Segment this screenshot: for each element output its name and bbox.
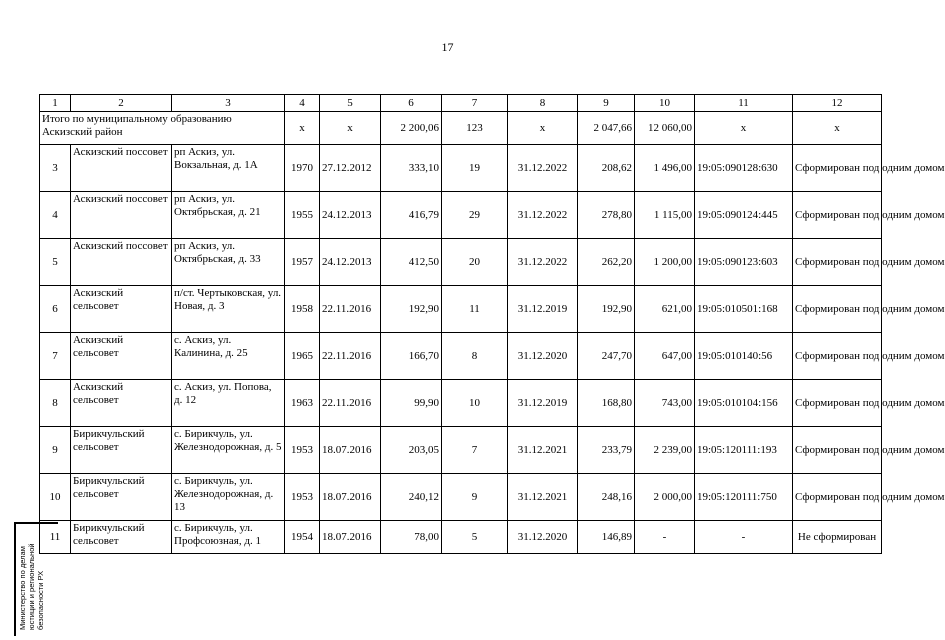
residents-cell: 7 [442, 427, 508, 474]
row-number-cell: 6 [40, 286, 71, 333]
year-built-cell: 1958 [285, 286, 320, 333]
column-number-header: 1 [40, 95, 71, 112]
table-row [40, 521, 882, 554]
land-status-cell: Сформирован под одним домом [793, 239, 882, 286]
settlement-cell: Аскизский поссовет [71, 145, 172, 192]
address-cell: с. Бирикчуль, ул. Профсоюзная, д. 1 [172, 521, 285, 554]
area-cell: 240,12 [381, 474, 442, 521]
plan-date-cell: 31.12.2019 [508, 286, 578, 333]
total-cell: 123 [442, 112, 508, 145]
total-row [40, 112, 882, 145]
stamp-line: юстиции и региональной [27, 543, 36, 630]
address-cell: с. Бирикчуль, ул. Железнодорожная, д. 13 [172, 474, 285, 521]
table-row [40, 333, 882, 380]
land-area-cell: 2 239,00 [635, 427, 695, 474]
settlement-cell: Аскизский поссовет [71, 192, 172, 239]
land-area-cell: 2 000,00 [635, 474, 695, 521]
land-area-cell: 743,00 [635, 380, 695, 427]
recognition-date-cell: 22.11.2016 [320, 286, 381, 333]
address-cell: рп Аскиз, ул. Вокзальная, д. 1А [172, 145, 285, 192]
column-number-header: 7 [442, 95, 508, 112]
land-status-cell: Сформирован под одним домом [793, 380, 882, 427]
land-area-cell: 1 200,00 [635, 239, 695, 286]
table-row [40, 145, 882, 192]
living-area-cell: 248,16 [578, 474, 635, 521]
recognition-date-cell: 24.12.2013 [320, 239, 381, 286]
column-number-header: 9 [578, 95, 635, 112]
settlement-cell: Бирикчульский сельсовет [71, 474, 172, 521]
residents-cell: 10 [442, 380, 508, 427]
table-row [40, 380, 882, 427]
land-area-cell: 647,00 [635, 333, 695, 380]
land-status-cell: Сформирован под одним домом [793, 192, 882, 239]
table-row [40, 474, 882, 521]
area-cell: 78,00 [381, 521, 442, 554]
row-number-cell: 8 [40, 380, 71, 427]
land-status-cell: Сформирован под одним домом [793, 145, 882, 192]
recognition-date-cell: 18.07.2016 [320, 521, 381, 554]
total-cell: х [285, 112, 320, 145]
living-area-cell: 192,90 [578, 286, 635, 333]
cadastral-number-cell: 19:05:120111:193 [695, 427, 793, 474]
address-cell: рп Аскиз, ул. Октябрьская, д. 21 [172, 192, 285, 239]
year-built-cell: 1963 [285, 380, 320, 427]
recognition-date-cell: 22.11.2016 [320, 380, 381, 427]
area-cell: 203,05 [381, 427, 442, 474]
total-cell: 2 047,66 [578, 112, 635, 145]
column-number-header: 2 [71, 95, 172, 112]
total-cell: 2 200,06 [381, 112, 442, 145]
stamp-line: безопасности РХ [36, 570, 45, 630]
living-area-cell: 247,70 [578, 333, 635, 380]
plan-date-cell: 31.12.2020 [508, 521, 578, 554]
living-area-cell: 146,89 [578, 521, 635, 554]
cadastral-number-cell: 19:05:010501:168 [695, 286, 793, 333]
area-cell: 416,79 [381, 192, 442, 239]
address-cell: п/ст. Чертыковская, ул. Новая, д. 3 [172, 286, 285, 333]
table-row [40, 286, 882, 333]
land-area-cell: - [635, 521, 695, 554]
land-area-cell: 621,00 [635, 286, 695, 333]
cadastral-number-cell: 19:05:090124:445 [695, 192, 793, 239]
settlement-cell: Бирикчульский сельсовет [71, 427, 172, 474]
address-cell: с. Аскиз, ул. Попова, д. 12 [172, 380, 285, 427]
table-row [40, 239, 882, 286]
settlement-cell: Аскизский поссовет [71, 239, 172, 286]
column-number-header: 10 [635, 95, 695, 112]
total-cell: х [695, 112, 793, 145]
plan-date-cell: 31.12.2022 [508, 145, 578, 192]
row-number-cell: 3 [40, 145, 71, 192]
land-status-cell: Сформирован под одним домом [793, 286, 882, 333]
living-area-cell: 168,80 [578, 380, 635, 427]
residents-cell: 29 [442, 192, 508, 239]
area-cell: 99,90 [381, 380, 442, 427]
settlement-cell: Аскизский сельсовет [71, 286, 172, 333]
row-number-cell: 9 [40, 427, 71, 474]
year-built-cell: 1953 [285, 427, 320, 474]
area-cell: 333,10 [381, 145, 442, 192]
year-built-cell: 1965 [285, 333, 320, 380]
year-built-cell: 1953 [285, 474, 320, 521]
settlement-cell: Аскизский сельсовет [71, 380, 172, 427]
residents-cell: 19 [442, 145, 508, 192]
land-area-cell: 1 496,00 [635, 145, 695, 192]
total-label: Итого по муниципальному образованию Аскизский район [40, 112, 285, 145]
column-number-header: 8 [508, 95, 578, 112]
address-cell: с. Аскиз, ул. Калинина, д. 25 [172, 333, 285, 380]
cadastral-number-cell: 19:05:120111:750 [695, 474, 793, 521]
row-number-cell: 7 [40, 333, 71, 380]
column-number-header: 4 [285, 95, 320, 112]
stamp-text [18, 522, 45, 630]
row-number-cell: 5 [40, 239, 71, 286]
recognition-date-cell: 24.12.2013 [320, 192, 381, 239]
settlement-cell: Бирикчульский сельсовет [71, 521, 172, 554]
plan-date-cell: 31.12.2021 [508, 474, 578, 521]
cadastral-number-cell: 19:05:090123:603 [695, 239, 793, 286]
plan-date-cell: 31.12.2019 [508, 380, 578, 427]
residents-cell: 8 [442, 333, 508, 380]
living-area-cell: 278,80 [578, 192, 635, 239]
cadastral-number-cell: 19:05:090128:630 [695, 145, 793, 192]
living-area-cell: 262,20 [578, 239, 635, 286]
page-number: 17 [441, 40, 454, 54]
land-status-cell: Сформирован под одним домом [793, 474, 882, 521]
total-cell: х [320, 112, 381, 145]
area-cell: 166,70 [381, 333, 442, 380]
land-status-cell: Сформирован под одним домом [793, 427, 882, 474]
address-cell: рп Аскиз, ул. Октябрьская, д. 33 [172, 239, 285, 286]
table-row [40, 427, 882, 474]
cadastral-number-cell: 19:05:010140:56 [695, 333, 793, 380]
land-area-cell: 1 115,00 [635, 192, 695, 239]
stamp-line: Министерство по делам [18, 546, 27, 630]
cadastral-number-cell: - [695, 521, 793, 554]
year-built-cell: 1955 [285, 192, 320, 239]
column-number-header: 5 [320, 95, 381, 112]
total-cell: 12 060,00 [635, 112, 695, 145]
total-cell: х [793, 112, 882, 145]
row-number-cell: 11 [40, 521, 71, 554]
plan-date-cell: 31.12.2020 [508, 333, 578, 380]
table-row [40, 192, 882, 239]
address-cell: с. Бирикчуль, ул. Железнодорожная, д. 5 [172, 427, 285, 474]
column-number-header: 12 [793, 95, 882, 112]
recognition-date-cell: 27.12.2012 [320, 145, 381, 192]
residents-cell: 9 [442, 474, 508, 521]
residents-cell: 5 [442, 521, 508, 554]
row-number-cell: 4 [40, 192, 71, 239]
living-area-cell: 208,62 [578, 145, 635, 192]
plan-date-cell: 31.12.2022 [508, 192, 578, 239]
registry-table [39, 94, 945, 554]
total-cell: х [508, 112, 578, 145]
header-row [40, 95, 882, 112]
area-cell: 192,90 [381, 286, 442, 333]
living-area-cell: 233,79 [578, 427, 635, 474]
area-cell: 412,50 [381, 239, 442, 286]
column-number-header: 11 [695, 95, 793, 112]
recognition-date-cell: 18.07.2016 [320, 474, 381, 521]
column-number-header: 3 [172, 95, 285, 112]
plan-date-cell: 31.12.2022 [508, 239, 578, 286]
land-status-cell: Сформирован под одним домом [793, 333, 882, 380]
year-built-cell: 1954 [285, 521, 320, 554]
year-built-cell: 1970 [285, 145, 320, 192]
cadastral-number-cell: 19:05:010104:156 [695, 380, 793, 427]
registration-stamp [14, 522, 58, 636]
residents-cell: 20 [442, 239, 508, 286]
recognition-date-cell: 18.07.2016 [320, 427, 381, 474]
plan-date-cell: 31.12.2021 [508, 427, 578, 474]
row-number-cell: 10 [40, 474, 71, 521]
recognition-date-cell: 22.11.2016 [320, 333, 381, 380]
land-status-cell: Не сформирован [793, 521, 882, 554]
column-number-header: 6 [381, 95, 442, 112]
settlement-cell: Аскизский сельсовет [71, 333, 172, 380]
residents-cell: 11 [442, 286, 508, 333]
year-built-cell: 1957 [285, 239, 320, 286]
